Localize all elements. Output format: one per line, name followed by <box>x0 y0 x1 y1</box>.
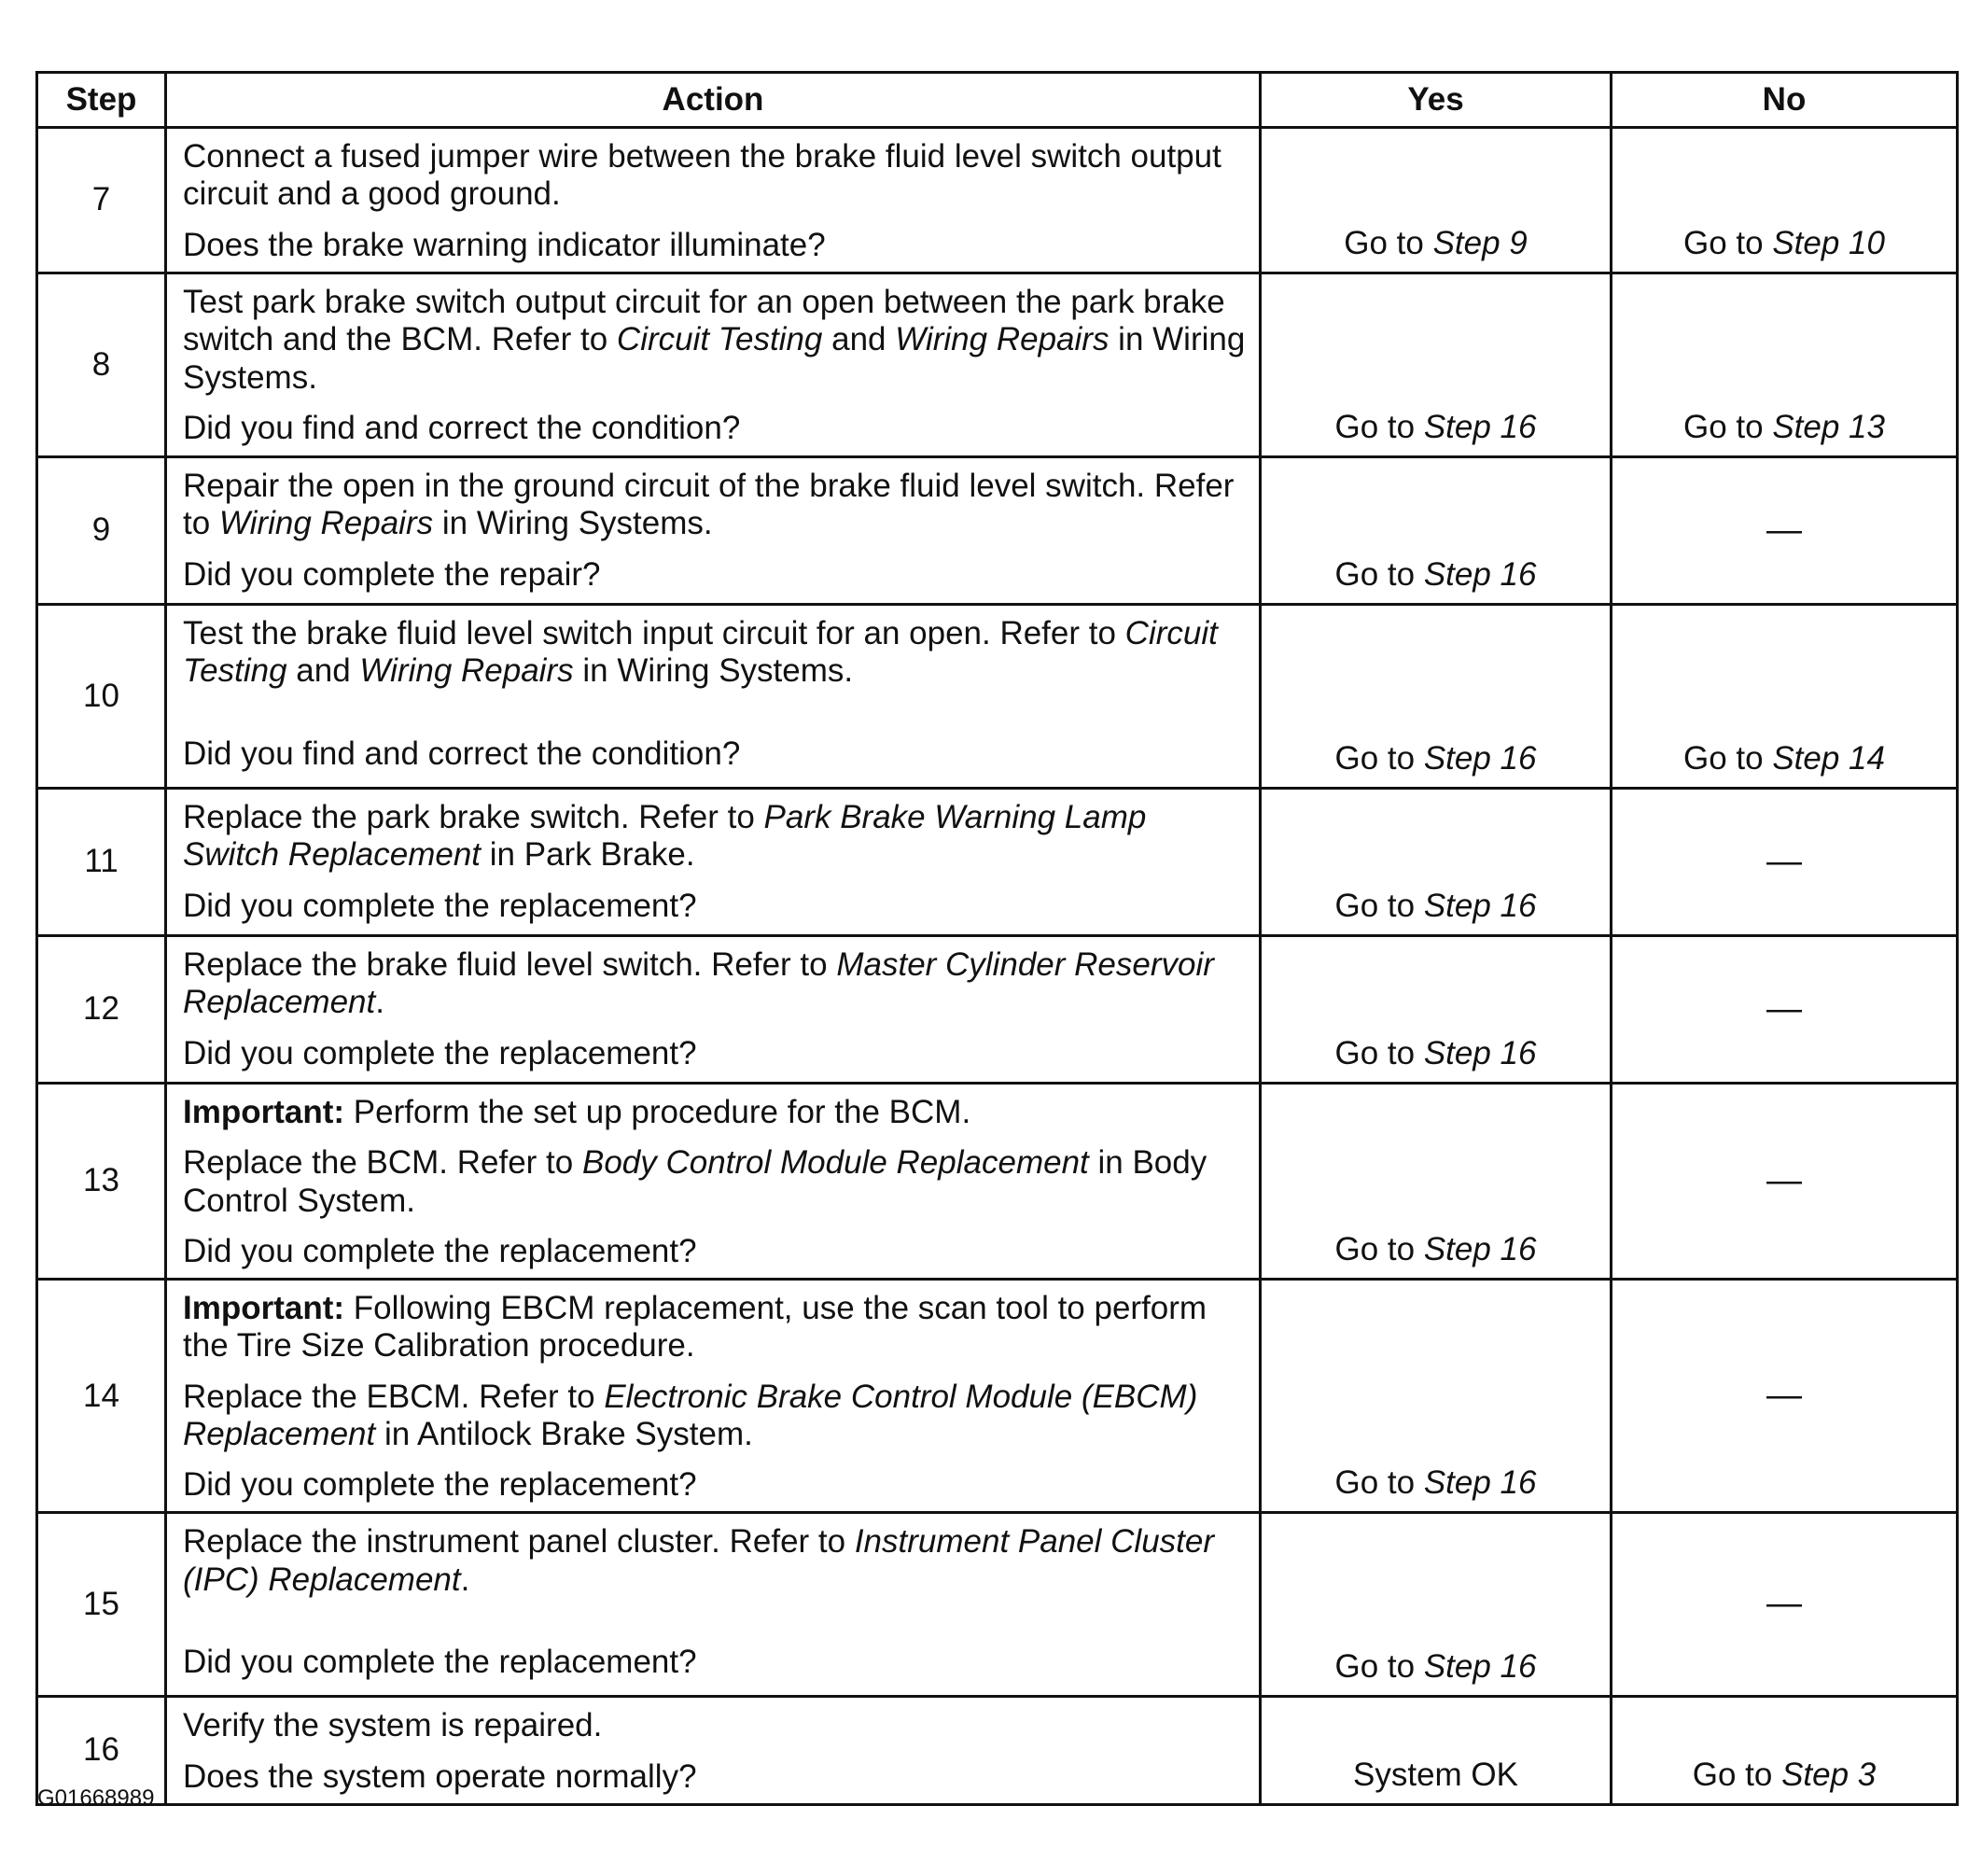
text-run: Did you complete the replacement? <box>183 1466 697 1503</box>
text-run: in Wiring Systems. <box>183 321 1246 396</box>
step-number: 9 <box>37 457 166 605</box>
action-cell <box>166 1280 1261 1513</box>
reference-text: Step 16 <box>1423 739 1537 777</box>
action-question <box>183 1233 1246 1270</box>
text-run: Connect a fused jumper wire between the brake fluid level switch output circuit and a good ground. <box>183 138 1221 213</box>
action-instruction <box>183 1379 1246 1454</box>
text-run: and <box>286 652 360 690</box>
text-run: Did you complete the replacement? <box>183 1232 697 1269</box>
text-run: Following EBCM replacement, use the scan tool to perform the Tire Size Calibration procedure. <box>183 1290 1207 1365</box>
reference-text: Step 16 <box>1423 1464 1537 1501</box>
no-result <box>1612 936 1958 1084</box>
no-result <box>1612 457 1958 605</box>
action-question <box>183 410 1246 447</box>
text-run: Go to <box>1334 1034 1424 1071</box>
step-number: 13 <box>37 1084 166 1280</box>
reference-text: Wiring Repairs <box>218 505 434 542</box>
no-result <box>1612 128 1958 273</box>
action-cell <box>166 1084 1261 1280</box>
column-header-yes: Yes <box>1261 73 1612 128</box>
table-row <box>37 1084 1958 1280</box>
text-run: Go to <box>1683 408 1773 445</box>
text-run: Replace the BCM. Refer to <box>183 1144 582 1182</box>
reference-text: Step 14 <box>1772 739 1885 777</box>
text-run: — <box>1766 988 1802 1029</box>
reference-text: Step 16 <box>1423 1034 1537 1071</box>
reference-text: Electronic Brake Control Module (EBCM) Replacement <box>183 1378 1198 1452</box>
step-number: 15 <box>37 1513 166 1697</box>
reference-text: Circuit Testing <box>616 321 823 358</box>
text-run: . <box>375 984 384 1021</box>
action-question <box>183 1758 1246 1796</box>
text-run: Does the system operate normally? <box>183 1757 697 1795</box>
action-question <box>183 556 1246 594</box>
text-run: Go to <box>1692 1756 1782 1793</box>
yes-result <box>1261 1084 1612 1280</box>
step-number: 16 <box>37 1697 166 1805</box>
no-result <box>1612 789 1958 936</box>
reference-text: Master Cylinder Reservoir Replacement <box>183 946 1214 1021</box>
text-run: Repair the open in the ground circuit of the brake fluid level switch. Refer to <box>183 468 1235 542</box>
yes-result <box>1261 605 1612 789</box>
yes-result <box>1261 1697 1612 1805</box>
action-cell <box>166 605 1261 789</box>
text-run: Did you find and correct the condition? <box>183 735 741 772</box>
action-instruction <box>183 799 1246 875</box>
text-run: in Wiring Systems. <box>433 505 713 542</box>
step-number: 12 <box>37 936 166 1084</box>
action-question <box>183 1035 1246 1072</box>
text-run: Go to <box>1334 408 1424 445</box>
table-row <box>37 789 1958 936</box>
reference-text: Instrument Panel Cluster (IPC) Replacement <box>183 1523 1214 1598</box>
text-run: in Wiring Systems. <box>573 652 854 690</box>
action-instruction <box>183 1290 1246 1365</box>
no-result <box>1612 1280 1958 1513</box>
text-run: in Antilock Brake System. <box>375 1415 753 1452</box>
table-row <box>37 1280 1958 1513</box>
text-run: Replace the brake fluid level switch. Refer to <box>183 946 837 983</box>
text-run: Go to <box>1334 1230 1424 1267</box>
table-row <box>37 273 1958 457</box>
action-instruction <box>183 1523 1246 1599</box>
text-run: Did you find and correct the condition? <box>183 409 741 446</box>
yes-result <box>1261 273 1612 457</box>
column-header-no: No <box>1612 73 1958 128</box>
action-cell <box>166 457 1261 605</box>
step-number: 7 <box>37 128 166 273</box>
text-run: Test park brake switch output circuit for an open between the park brake switch and the BCM. Refer to <box>183 284 1225 358</box>
action-cell <box>166 936 1261 1084</box>
action-instruction <box>183 468 1246 543</box>
table-row <box>37 1513 1958 1697</box>
text-run: in Body Control System. <box>183 1144 1207 1219</box>
text-run: Replace the park brake switch. Refer to <box>183 799 764 835</box>
step-number: 11 <box>37 789 166 936</box>
action-cell <box>166 789 1261 936</box>
reference-text: Step 16 <box>1423 1648 1537 1685</box>
action-instruction <box>183 284 1246 397</box>
text-run: Does the brake warning indicator illuminate? <box>183 226 826 263</box>
yes-result <box>1261 128 1612 273</box>
action-question <box>183 735 1246 773</box>
important-label: Important: <box>183 1290 345 1326</box>
reference-text: Step 9 <box>1432 224 1528 261</box>
spacer <box>183 704 1246 735</box>
text-run: and <box>822 321 896 358</box>
text-run: — <box>1766 841 1802 881</box>
text-run: Go to <box>1334 739 1424 777</box>
action-instruction <box>183 1144 1246 1220</box>
text-run: Go to <box>1334 1648 1424 1685</box>
no-result <box>1612 1697 1958 1805</box>
yes-result <box>1261 936 1612 1084</box>
table-row <box>37 128 1958 273</box>
reference-text: Wiring Repairs <box>359 652 574 690</box>
action-cell <box>166 1513 1261 1697</box>
yes-result <box>1261 1280 1612 1513</box>
text-run: Replace the instrument panel cluster. Refer to <box>183 1523 855 1561</box>
reference-text: Step 16 <box>1423 555 1537 593</box>
text-run: — <box>1766 510 1802 550</box>
important-label: Important: <box>183 1094 345 1130</box>
reference-text: Step 10 <box>1772 224 1885 261</box>
action-cell <box>166 273 1261 457</box>
action-instruction <box>183 1094 1246 1131</box>
action-instruction <box>183 946 1246 1022</box>
column-header-step: Step <box>37 73 166 128</box>
no-result <box>1612 605 1958 789</box>
text-run: Go to <box>1683 224 1773 261</box>
action-cell <box>166 128 1261 273</box>
step-number: 8 <box>37 273 166 457</box>
reference-text: Wiring Repairs <box>895 321 1110 358</box>
text-run: Go to <box>1334 887 1424 924</box>
text-run: Did you complete the replacement? <box>183 887 697 924</box>
reference-text: Park Brake Warning Lamp Switch Replacement <box>183 799 1147 874</box>
text-run: — <box>1766 1584 1802 1624</box>
text-run: — <box>1766 1160 1802 1200</box>
action-question <box>183 1644 1246 1681</box>
figure-id: G01668989 <box>37 1785 155 1811</box>
text-run: in Park Brake. <box>481 836 695 874</box>
action-cell <box>166 1697 1261 1805</box>
action-instruction <box>183 138 1246 214</box>
reference-text: Body Control Module Replacement <box>581 1144 1089 1182</box>
table-header-row <box>37 73 1958 128</box>
text-run: Go to <box>1683 739 1773 777</box>
step-number: 14 <box>37 1280 166 1513</box>
text-run: System OK <box>1353 1756 1518 1793</box>
text-run: Did you complete the replacement? <box>183 1643 697 1680</box>
step-number: 10 <box>37 605 166 789</box>
text-run: Go to <box>1344 224 1433 261</box>
diagnostic-table <box>35 71 1959 1806</box>
yes-result <box>1261 457 1612 605</box>
action-instruction <box>183 1707 1246 1744</box>
action-question <box>183 888 1246 925</box>
reference-text: Step 13 <box>1772 408 1885 445</box>
text-run: Go to <box>1334 555 1424 593</box>
reference-text: Circuit Testing <box>183 615 1218 690</box>
table-row <box>37 936 1958 1084</box>
text-run: Verify the system is repaired. <box>183 1707 603 1744</box>
reference-text: Step 16 <box>1423 408 1537 445</box>
no-result <box>1612 273 1958 457</box>
table-body <box>37 128 1958 1805</box>
yes-result <box>1261 789 1612 936</box>
table-row <box>37 457 1958 605</box>
text-run: Did you complete the replacement? <box>183 1034 697 1071</box>
text-run: Test the brake fluid level switch input circuit for an open. Refer to <box>183 615 1125 651</box>
reference-text: Step 16 <box>1423 887 1537 924</box>
action-question <box>183 227 1246 264</box>
reference-text: Step 3 <box>1781 1756 1877 1793</box>
table-row <box>37 605 1958 789</box>
text-run: — <box>1766 1375 1802 1415</box>
text-run: Replace the EBCM. Refer to <box>183 1378 605 1415</box>
no-result <box>1612 1084 1958 1280</box>
spacer <box>183 1612 1246 1644</box>
yes-result <box>1261 1513 1612 1697</box>
reference-text: Step 16 <box>1423 1230 1537 1267</box>
no-result <box>1612 1513 1958 1697</box>
text-run: Go to <box>1334 1464 1424 1501</box>
text-run: Perform the set up procedure for the BCM. <box>344 1094 971 1130</box>
column-header-action: Action <box>166 73 1261 128</box>
table-row <box>37 1697 1958 1805</box>
action-question <box>183 1466 1246 1504</box>
text-run: . <box>460 1561 470 1598</box>
text-run: Did you complete the repair? <box>183 555 601 593</box>
action-instruction <box>183 615 1246 691</box>
